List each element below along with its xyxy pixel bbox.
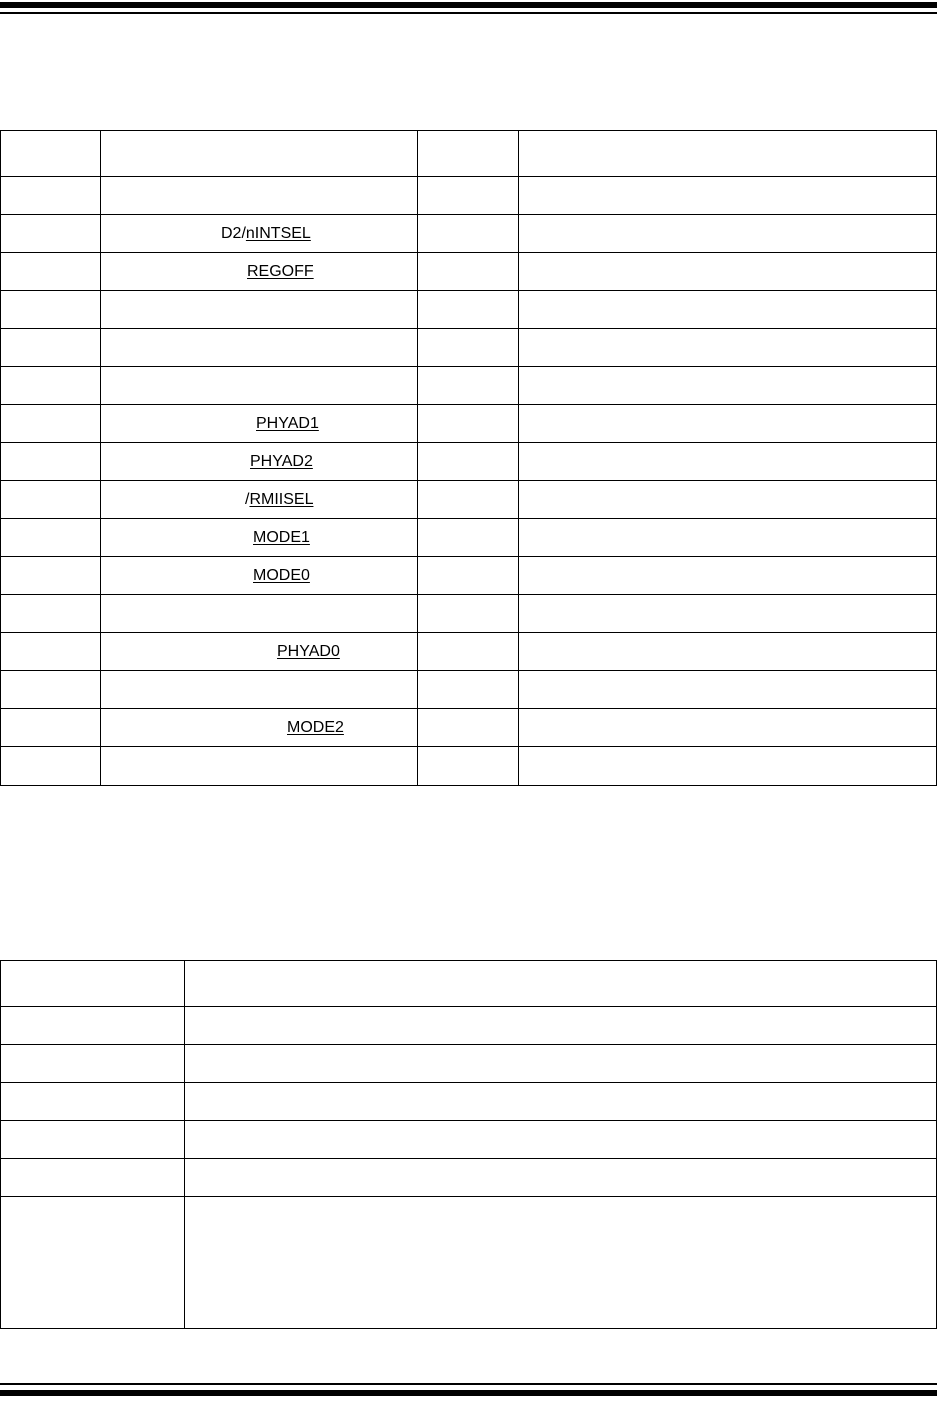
- pin-name: PHYAD0: [277, 642, 340, 660]
- table-row: [1, 1007, 937, 1045]
- table-row: [1, 1197, 937, 1329]
- pin-name: REGOFF: [247, 262, 314, 280]
- table-row: [1, 1121, 937, 1159]
- table-row: [1, 1083, 937, 1121]
- table-row: [1, 1159, 937, 1197]
- table-row: [1, 177, 937, 215]
- table-row: [1, 253, 937, 291]
- table-row: [1, 747, 937, 786]
- pin-name: PHYAD1: [256, 414, 319, 432]
- pin-name: MODE1: [253, 528, 310, 546]
- pin-assignment-table: [0, 130, 937, 786]
- table-row: [1, 367, 937, 405]
- table-row: [1, 671, 937, 709]
- pin-name: D2/nINTSEL: [221, 224, 311, 242]
- table-row: [1, 633, 937, 671]
- bottom-rule-thick: [0, 1390, 937, 1396]
- table-header-row: [1, 961, 937, 1007]
- table-row: [1, 329, 937, 367]
- pin-name: PHYAD2: [250, 452, 313, 470]
- pin-name: /RMIISEL: [245, 490, 314, 508]
- table-row: [1, 215, 937, 253]
- top-rule-thick: [0, 2, 937, 8]
- table-row: [1, 481, 937, 519]
- bottom-rule-thin: [0, 1383, 937, 1385]
- table-row: [1, 443, 937, 481]
- table-row: [1, 557, 937, 595]
- table-header-row: [1, 131, 937, 177]
- table-row: [1, 595, 937, 633]
- table-row: [1, 1045, 937, 1083]
- table-row: [1, 519, 937, 557]
- table-row: [1, 405, 937, 443]
- pin-name: MODE2: [287, 718, 344, 736]
- table-row: [1, 291, 937, 329]
- description-table: [0, 960, 937, 1329]
- table-row: [1, 709, 937, 747]
- top-rule-thin: [0, 12, 937, 14]
- pin-name: MODE0: [253, 566, 310, 584]
